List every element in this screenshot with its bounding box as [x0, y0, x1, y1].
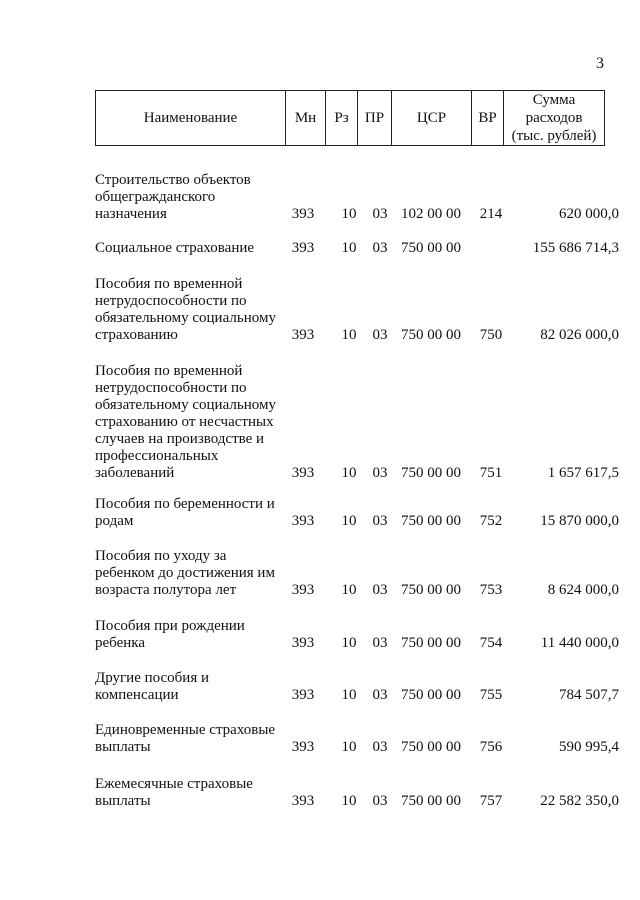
row-pr: 03	[372, 327, 388, 343]
table-row	[95, 240, 619, 257]
row-pr: 03	[372, 465, 388, 481]
row-mn: 393	[291, 687, 315, 703]
row-pr: 03	[372, 206, 388, 222]
row-rz: 10	[341, 465, 357, 481]
row-csr: 750 00 00	[401, 582, 461, 598]
row-mn: 393	[291, 206, 315, 222]
header-sum-line1: Сумма	[532, 92, 576, 108]
row-pr: 03	[372, 513, 388, 529]
row-name: Другие пособия и компенсации	[95, 670, 210, 703]
row-csr: 750 00 00	[401, 240, 461, 256]
row-csr: 750 00 00	[401, 793, 461, 809]
row-vr: 752	[479, 513, 503, 529]
table-row	[95, 363, 619, 482]
header-mn: Мн	[286, 91, 326, 146]
row-name: Социальное страхование	[95, 240, 255, 256]
header-sum	[504, 91, 605, 146]
row-mn: 393	[291, 513, 315, 529]
header-sum-line3: (тыс. рублей)	[511, 128, 597, 144]
row-sum: 11 440 000,0	[540, 635, 619, 651]
table-row	[95, 276, 619, 344]
row-sum: 15 870 000,0	[540, 513, 619, 529]
row-name: Пособия по уходу за ребенком до достижения им возраста полутора лет	[95, 548, 275, 598]
row-rz: 10	[341, 582, 357, 598]
header-rz: Рз	[326, 91, 358, 146]
row-mn: 393	[291, 793, 315, 809]
table-row	[95, 670, 619, 704]
row-vr: 214	[479, 206, 503, 222]
row-rz: 10	[341, 206, 357, 222]
row-mn: 393	[291, 240, 315, 256]
row-csr: 750 00 00	[401, 513, 461, 529]
row-sum: 784 507,7	[559, 687, 619, 703]
row-pr: 03	[372, 635, 388, 651]
row-sum: 82 026 000,0	[540, 327, 619, 343]
row-name: Строительство объектов общегражданского назначения	[95, 172, 251, 222]
row-name: Ежемесячные страховые выплаты	[95, 776, 253, 809]
row-pr: 03	[372, 793, 388, 809]
row-name: Пособия по временной нетрудоспособности по обязательному социальному страхованию	[95, 276, 276, 343]
row-sum: 155 686 714,3	[532, 240, 619, 256]
row-vr: 756	[479, 739, 503, 755]
row-vr: 755	[479, 687, 503, 703]
page-number: 3	[596, 55, 604, 72]
row-mn: 393	[291, 582, 315, 598]
row-csr: 750 00 00	[401, 739, 461, 755]
table-row	[95, 776, 619, 810]
row-pr: 03	[372, 687, 388, 703]
row-pr: 03	[372, 582, 388, 598]
row-rz: 10	[341, 739, 357, 755]
row-pr: 03	[372, 739, 388, 755]
table-row	[95, 548, 619, 599]
header-name: Наименование	[96, 91, 286, 146]
row-sum: 1 657 617,5	[547, 465, 619, 481]
row-name: Пособия при рождении ребенка	[95, 618, 245, 651]
row-csr: 102 00 00	[401, 206, 461, 222]
row-mn: 393	[291, 327, 315, 343]
row-vr: 750	[479, 327, 503, 343]
header-sum-line2: расходов	[525, 110, 583, 126]
header-vr: ВР	[472, 91, 504, 146]
header-pr: ПР	[358, 91, 392, 146]
row-sum: 8 624 000,0	[547, 582, 619, 598]
row-csr: 750 00 00	[401, 465, 461, 481]
table-row	[95, 618, 619, 652]
row-rz: 10	[341, 687, 357, 703]
row-name: Пособия по беременности и родам	[95, 496, 275, 529]
row-rz: 10	[341, 635, 357, 651]
row-csr: 750 00 00	[401, 635, 461, 651]
row-vr: 754	[479, 635, 503, 651]
row-mn: 393	[291, 465, 315, 481]
row-vr: 753	[479, 582, 503, 598]
table-row	[95, 172, 619, 223]
row-sum: 590 995,4	[559, 739, 619, 755]
table-header	[95, 90, 605, 146]
row-vr: 751	[479, 465, 503, 481]
row-mn: 393	[291, 635, 315, 651]
row-mn: 393	[291, 739, 315, 755]
table-row	[95, 496, 619, 530]
row-rz: 10	[341, 327, 357, 343]
table-row	[95, 722, 619, 756]
row-vr: 757	[479, 793, 503, 809]
row-rz: 10	[341, 793, 357, 809]
row-sum: 620 000,0	[559, 206, 619, 222]
row-name: Пособия по временной нетрудоспособности по обязательному социальному страхованию от несчастных случаев на производстве и профессиональных заболеваний	[95, 363, 276, 481]
row-pr: 03	[372, 240, 388, 256]
row-csr: 750 00 00	[401, 327, 461, 343]
row-rz: 10	[341, 513, 357, 529]
row-csr: 750 00 00	[401, 687, 461, 703]
row-rz: 10	[341, 240, 357, 256]
header-csr: ЦСР	[392, 91, 472, 146]
row-sum: 22 582 350,0	[540, 793, 619, 809]
row-name: Единовременные страховые выплаты	[95, 722, 276, 755]
